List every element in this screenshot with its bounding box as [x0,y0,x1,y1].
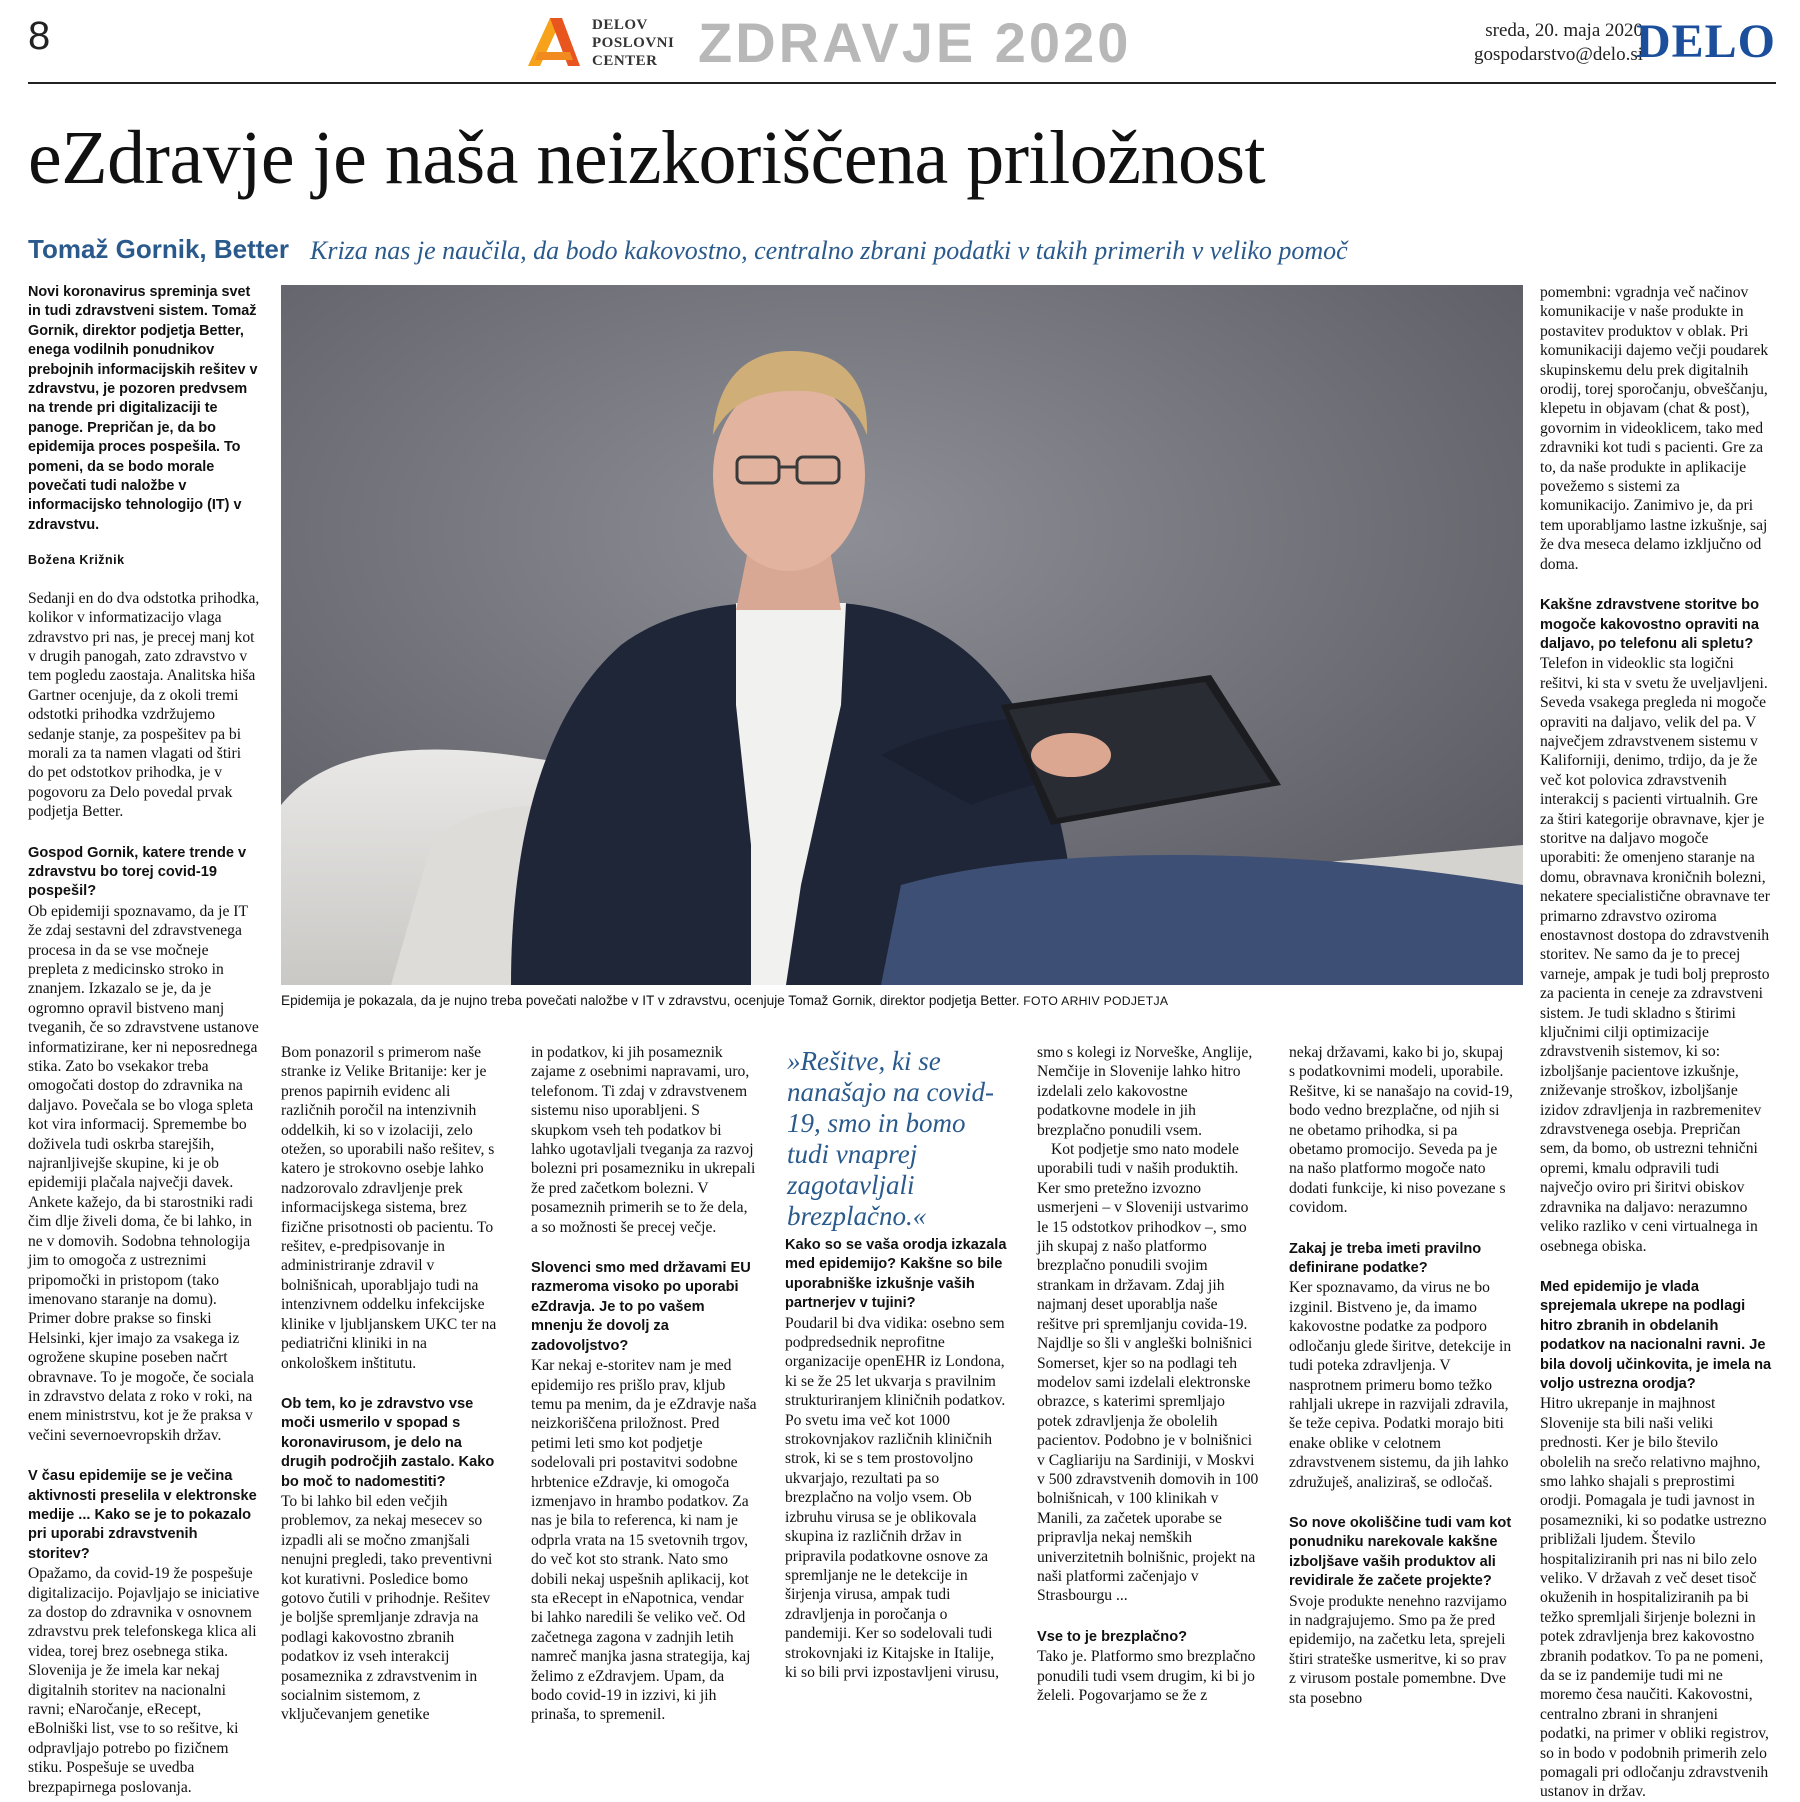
interview-answer: Kar nekaj e-storitev nam je med epidemijo res prišlo prav, kljub temu pa menim, da je eZdravje naša neizkoriščena priložnost. Pred petimi leti smo kot podjetje sodelovali pri postavitvi sodobne hrbtenice eZdravje, ki omogoča izmenjavo in hrambo podatkov. Za nas je bila to referenca, ki nam je odprla vrata na 15 svetovnih trgov, do več kot sto strank. Nato smo dobili nekaj uspešnih aplikacij, kot sta eRecept in eNapotnica, vendar bi lahko naredili še veliko več. Od začetnega zagona v zadnjih letih namreč manjka jasna strategija, kaj želimo z eZdravjem. Upam, da bodo covid-19 in izzivi, ki jih prinaša, to spremenil. [531,1357,757,1724]
column-5 [1037,1043,1261,1704]
brand-text [592,16,674,70]
column-7 [1540,283,1772,1801]
author-name: Božena Križnik [28,553,125,568]
page-number: 8 [28,14,51,58]
body-paragraph: Bom ponazoril s primerom naše stranke iz Velike Britanije: ker je prenos papirnih evidenc ali različnih poročil na intenzivnih oddelkih, ki so v izolaciji, zelo otežen, so uporabili našo rešitev, s katero je strokovno osebje lahko nadzorovalo zdravljenje prek informacijskega sistema, brez fizične prisotnosti ob pacientu. To rešitev, e-predpisovanje in administriranje zdravil v bolnišnicah, uporabljajo tudi na intenzivnem oddelku infekcijske klinike v ljubljanskem UKC ter na pediatrični kliniki in na onkološkem inštitutu. [281,1044,497,1372]
lead-paragraph: Novi koronavirus spreminja svet in tudi zdravstveni sistem. Tomaž Gornik, direktor podjetja Better, enega vodilnih ponudnikov prebojnih informacijskih rešitev v zdravstvu, je pozoren predvsem na trende pri digitalizaciji te panoge. Prepričan je, da bo epidemija proces pospešila. To pomeni, da se bodo morale povečati tudi naložbe v informacijsko tehnologijo (IT) v zdravstvu. [28,284,258,533]
interview-question: So nove okoliščine tudi vam kot ponudniku narekovale kakšne izboljšave vaših produktov ali revidirale že začete projekte? [1289,1514,1512,1590]
portrait-photo [281,285,1523,985]
brand-line-2: POSLOVNI [592,35,675,51]
interview-answer: Poudaril bi dva vidika: osebno sem podpredsednik neprofitne organizacije openEHR iz Londona, ki se že 25 let ukvarja s pravilnim strukturiranjem kliničnih podatkov. Po svetu ima več kot 1000 strokovnjakov različnih kliničnih strok, ki se s tem prostovoljno ukvarjajo, rezultati pa so brezplačno na voljo vsem. Ob izbruhu virusa se je oblikovala skupina iz različnih držav in pripravila podatkovne osnove za spremljanje ne le detekcije in širjenja virusa, ampak tudi zdravljenja in poročanja o pandemiji. Ker so sodelovali tudi strokovnjaki iz Kitajske in Italije, ki so bili prvi izpostavljeni virusu, [785,1314,1006,1681]
section-title: ZDRAVJE 2020 [698,11,1132,74]
column-6 [1289,1043,1513,1707]
interview-answer: To bi lahko bil eden večjih problemov, za nekaj mesecev so izpadli ali se močno zmanjšali nenujni pregledi, tako preventivni kot kurativni. Posledice bomo gotovo čutili v prihodnje. Rešitev je boljše spremljanje zdravja na podlagi kakovostno zbranih podatkov iz vseh interakcij posameznika z zdravstvenim in socialnim sistemom, z vključevanjem genetike [281,1492,493,1724]
issue-date: sreda, 20. maja 2020 [1485,20,1643,41]
interview-answer: Hitro ukrepanje in majhnost Slovenije sta bili naši veliki prednosti. Ker je bilo število obolelih na srečo relativno majhno, smo lahko shajali s preprostimi orodji. Pomagala je tudi javnost in posamezniki, ki so podatke ustrezno približali ljudem. Število hospitaliziranih pri nas ni bilo zelo veliko. V državah z več deset tisoč okuženih in hospitaliziranih pa bi težko spremljali širjenje bolezni in potek zdravljenja brez kakovostno zbranih podatkov. To pa ne pomeni, da se iz pandemije tudi mi ne moremo česa naučiti. Kakovostni, centralno zbrani in shranjeni podatki, na primer v obliki registrov, so in bodo v podobnih primerih zelo pomagali pri odločanju zdravstvenih ustanov in držav. [1540,1395,1769,1801]
interview-question: Kakšne zdravstvene storitve bo mogoče kakovostno opraviti na daljavo, po telefonu ali spletu? [1540,597,1759,652]
interview-answer: Opažamo, da covid-19 že pospešuje digitalizacijo. Pojavljajo se iniciative za dostop do zdravnika v osnovnem zdravstvu prek telefonskega klica ali videa, torej brez osebnega stika. Slovenija je že imela kar nekaj digitalnih storitev na nacionalni ravni; eNaročanje, eRecept, eBolniški list, vse to so rešitve, ki odpravljajo potrebo po fizičnem stiku. Pospešuje se uvedba brezpapirnega poslovanja. [28,1565,260,1796]
column-1 [28,283,260,1796]
interview-answer: Ob epidemiji spoznavamo, da je IT že zdaj sestavni del zdravstvenega procesa in da se vse močneje prepleta z medicinsko stroko in znanjem. Izkazalo se je, da je ogromno opravil bistveno manj tveganih, če so zdravstvene ustanove informatizirane, ker ni neposrednega stika. Zato bo vsekakor treba omogočati dostop do zdravnika na daljavo. Povečala se bo vloga spleta kot vira informacij. Spremembe bo doživela tudi oskrba starejših, najranljivejše skupine, ki je ob epidemiji plačala največji davek. Ankete kažejo, da bi starostniki radi čim dlje živeli doma, če bi lahko, in ne v domovih. Sodobna tehnologija jim to omogoča z ustreznimi pripomočki in pristopom (tako imenovano staranje na domu). Primer dobre prakse so finski Helsinki, kjer imajo za vsakega iz ogrožene skupine poseben načrt obravnave. To je mogoče, če sociala in zdravstvo delata z roko v roki, na enem ministrstvu, kot je že praksa v večini severnoevropskih držav. [28,902,259,1444]
interview-answer: Ker spoznavamo, da virus ne bo izginil. Bistveno je, da imamo kakovostne podatke za podporo odločanju glede širitve, detekcije in tudi poteka zdravljenja. V nasprotnem primeru bomo težko rahljali ukrepe in razvijali zdravila, še teže cepiva. Podatki morajo biti enake oblike v celotnem zdravstvenem sistemu, da jih lahko združuješ, analiziraš, se odločaš. [1289,1279,1512,1491]
caption-text: Epidemija je pokazala, da je nujno treba povečati naložbe v IT v zdravstvu, ocenjuje Tomaž Gornik, direktor podjetja Better. [281,993,1020,1008]
interview-question: Med epidemijo je vlada sprejemala ukrepe na podlagi hitro zbranih in obdelanih podatkov na nacionalni ravni. Je bila dovolj učinkovita, je imela na voljo ustrezna orodja? [1540,1278,1772,1392]
contact-email: gospodarstvo@delo.si [1474,44,1643,65]
interview-question: Ob tem, ko je zdravstvo vse moči usmerilo v spopad s koronavirusom, je delo na drugih področjih zastalo. Kako bo moč to nadomestiti? [281,1395,495,1490]
interview-answer: Tako je. Platformo smo brezplačno ponudili tudi vsem drugim, ki bi jo želeli. Pogovarjamo se že z [1037,1648,1256,1704]
portrait-photo-illustration [281,285,1523,985]
column-3 [531,1043,757,1724]
photo-credit: FOTO ARHIV PODJETJA [1023,994,1169,1008]
pull-quote: »Rešitve, ki se nanašajo na covid-19, smo in bomo tudi vnaprej zagotavljali brezplačno.« [787,1046,994,1231]
subheadline: Kriza nas je naučila, da bodo kakovostno, centralno zbrani podatki v takih primerih v veliko pomoč [310,236,1348,265]
interview-question: Slovenci smo med državami EU razmeroma visoko po uporabi eZdravja. Je to po vašem mnenju že dovolj za zadovoljstvo? [531,1260,751,1354]
body-paragraph: pomembni: vgradnja več načinov komunikacije v naše produkte in postavitev produktov v oblak. Pri komunikaciji dajemo večji poudarek skupinskemu delu prek digitalnih orodij, torej sporočanju, obveščanju, klepetu in objavam (chat & post), govornim in videoklicem, tako med zdravniki kot tudi s pacienti. Gre za to, da naše produkte in aplikacije povežemo s sistemi za komunikacijo. Zanimivo je, da pri tem uporabljamo lastne izkušnje, saj že dva meseca delamo izključno od doma. [1540,284,1769,573]
interview-question: Gospod Gornik, katere trende v zdravstvu bo torej covid-19 pospešil? [28,844,247,900]
delov-poslovni-center-logo-icon [528,18,580,66]
brand-line-1: DELOV [592,17,648,33]
interview-question: Kako so se vaša orodja izkazala med epidemijo? Kakšne so bile uporabniške izkušnje vaših partnerjev v tujini? [785,1237,1007,1312]
interview-question: Zakaj je treba imeti pravilno definirane podatke? [1289,1240,1482,1277]
column-4 [785,1236,1009,1681]
brand-line-3: CENTER [592,53,658,69]
interview-answer: Telefon in videoklic sta logični rešitvi, ki sta v svetu že uveljavljeni. Seveda vsakega pregleda ni mogoče opraviti na daljavo, velik del pa. V največjem zdravstvenem sistemu v Kaliforniji, denimo, trdijo, da je že več kot polovica zdravstvenih interakcij s pacienti virtualnih. Gre za štiri kategorije obravnave, kjer je storitve na daljavo mogoče uporabiti: že omenjeno staranje na domu, obravnava kroničnih bolezni, nekatere specialistične obravnave ter primarno zdravstvo oziroma enostavnost dostopa do zdravstvenih storitev. Ne samo da je to precej varneje, ampak je tudi bolj preprosto za pacienta in ceneje za zdravstveni sistem. Je tudi skladno s štirimi ključnimi cilji optimizacije zdravstvenih sistemov, ki so: izboljšanje pacientove izkušnje, zniževanje stroškov, izboljšanje izidov zdravljenja in razbremenitev zdravstvenega osebja. Prepričan sem, da bomo, ob ustrezni tehnični opremi, kmalu odpravili tudi največjo oviro pri širitvi obiskov zdravnika na daljavo: nerazumno veliko razliko v ceni virtualnega in osebnega obiska. [1540,655,1770,1255]
byline: Tomaž Gornik, Better [28,234,290,264]
body-paragraph: smo s kolegi iz Norveške, Anglije, Nemčije in Slovenije lahko hitro izdelali zelo kakovostne podatkovne modele in jih brezplačno ponudili vsem. [1037,1044,1253,1139]
interview-question: V času epidemije se je večina aktivnosti preselila v elektronske medije ... Kako se je to pokazalo pri uporabi zdravstvenih storitev? [28,1468,257,1562]
body-paragraph: in podatkov, ki jih posameznik zajame z osebnimi napravami, uro, telefonom. Ti zdaj v zdravstvenem sistemu niso uporabljeni. S skupkom vseh teh podatkov bi lahko ugotavljali tveganja za razvoj bolezni pri posamezniku in ukrepali že pred začetkom bolezni. V posameznih primerih se to že dela, a so možnosti še precej večje. [531,1044,756,1236]
photo-caption [281,992,1523,1010]
body-paragraph: nekaj državami, kako bi jo, skupaj s podatkovnimi modeli, uporabile. Rešitve, ki se nanašajo na covid-19, bodo vedno brezplačne, od njih si ne obetamo prihodka, si pa obetamo promocijo. Seveda pa je na našo platformo mogoče nato dodati funkcije, ki niso povezane s covidom. [1289,1044,1513,1217]
headline: eZdravje je naša neizkoriščena priložnost [28,116,1266,200]
delo-logo: DELO [1635,15,1776,68]
interview-answer: Svoje produkte nenehno razvijamo in nadgrajujemo. Smo pa že pred epidemijo, na začetku leta, sprejeli štiri strateške usmeritve, ki so prav z virusom postale pomembne. Dve sta posebno [1289,1592,1507,1707]
interview-question: Vse to je brezplačno? [1037,1628,1188,1645]
body-paragraph: Sedanji en do dva odstotka prihodka, kolikor v informatizacijo vlaga zdravstvo pri nas, je precej manj kot v drugih panogah, zato zdravstvo v tem pogledu zaostaja. Analitska hiša Gartner ocenjuje, da z okoli tremi odstotki prihodka vzdržujemo sedanje stanje, za pospešitev pa bi morali za ta namen vlagati od štiri do pet odstotkov prihodka, je v pogovoru za Delo povedal prvak podjetja Better. [28,589,260,821]
header-divider [28,82,1776,84]
column-2 [281,1043,505,1724]
body-paragraph: Kot podjetje smo nato modele uporabili tudi v naših produktih. Ker smo pretežno izvozno usmerjeni – v Sloveniji ustvarimo le 15 odstotkov prihodkov –, smo jih skupaj z našo platformo brezplačno ponudili svojim strankam in državam. Zdaj jih najmanj deset uporablja naše rešitve pri spremljanju covida-19. Najdlje so šli v angleški bolnišnici Somerset, kjer so na podlagi teh modelov sami izdelali elektronske obrazce, s katerimi spremljajo potek zdravljenja že obolelih pacientov. Podobno je v bolnišnici v Cagliariju na Sardiniji, v Moskvi v 500 zdravstvenih domovih in 100 bolnišnicah, v 100 klinikah v Manili, za začetek uporabe se pripravlja nekaj nemških univerzitetnih bolnišnic, projekt na naši platformi začenjajo v Strasbourgu ... [1037,1141,1259,1605]
